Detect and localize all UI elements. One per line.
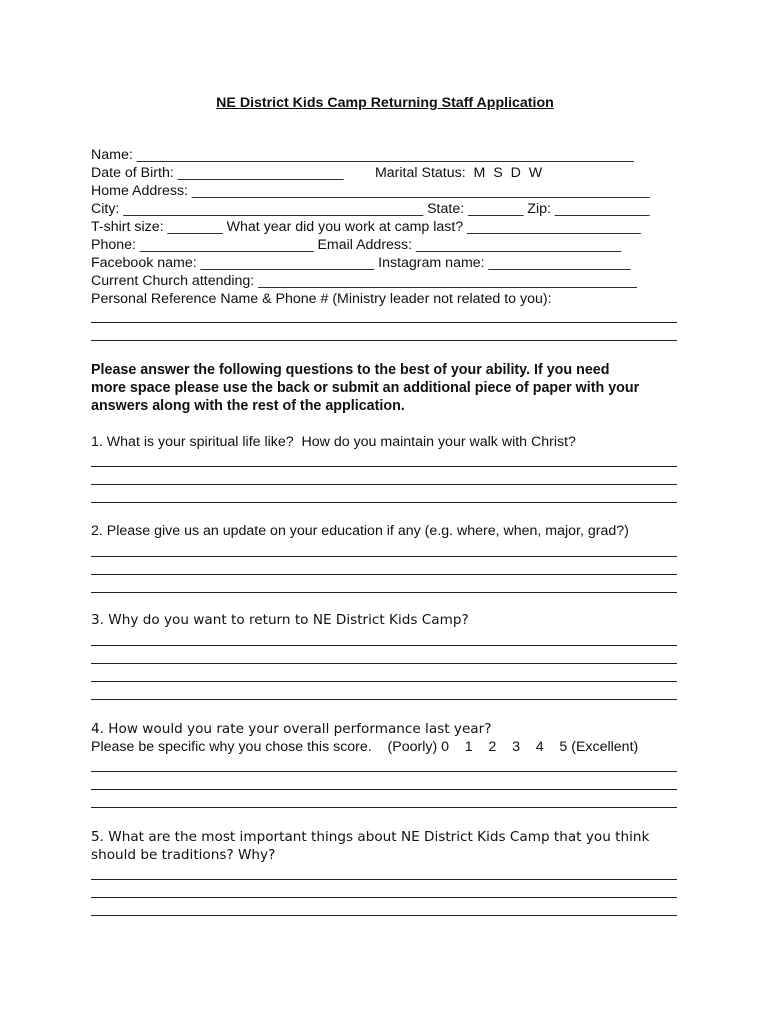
- question-3: 3. Why do you want to return to NE District Kids Camp?: [91, 612, 469, 628]
- answer-line[interactable]: [91, 915, 677, 916]
- answer-line[interactable]: [91, 556, 677, 557]
- answer-line[interactable]: [91, 502, 677, 503]
- answer-line[interactable]: [91, 699, 677, 700]
- answer-line[interactable]: [91, 484, 677, 485]
- dob-marital-field[interactable]: Date of Birth: _____________________ Marital Status: M S D W: [91, 165, 543, 181]
- instructions-line: Please answer the following questions to the best of your ability. If you need: [91, 362, 610, 378]
- form-title: NE District Kids Camp Returning Staff Application: [216, 95, 554, 111]
- answer-line[interactable]: [91, 574, 677, 575]
- tshirt-year-field[interactable]: T-shirt size: _______ What year did you work at camp last? ______________________: [91, 219, 641, 235]
- answer-line[interactable]: [91, 681, 677, 682]
- answer-line[interactable]: [91, 771, 677, 772]
- answer-line[interactable]: [91, 807, 677, 808]
- city-state-zip-field[interactable]: City: ______________________________________ State: _______ Zip: ____________: [91, 201, 650, 217]
- answer-line[interactable]: [91, 466, 677, 467]
- instructions-line: answers along with the rest of the application.: [91, 398, 405, 414]
- answer-line[interactable]: [91, 789, 677, 790]
- question-5: 5. What are the most important things about NE District Kids Camp that you think: [91, 829, 650, 845]
- question-4: 4. How would you rate your overall performance last year?: [91, 721, 492, 737]
- home-address-field[interactable]: Home Address: __________________________________________________________: [91, 183, 650, 199]
- facebook-instagram-field[interactable]: Facebook name: ______________________ Instagram name: __________________: [91, 255, 631, 271]
- answer-line[interactable]: [91, 645, 677, 646]
- question-2: 2. Please give us an update on your education if any (e.g. where, when, major, grad?): [91, 523, 629, 539]
- instructions-line: more space please use the back or submit an additional piece of paper with your: [91, 380, 640, 396]
- answer-line[interactable]: [91, 322, 677, 323]
- reference-label: Personal Reference Name & Phone # (Ministry leader not related to you):: [91, 291, 552, 307]
- church-field[interactable]: Current Church attending: ________________________________________________: [91, 273, 637, 289]
- question-4-rating-scale[interactable]: Please be specific why you chose this score. (Poorly) 0 1 2 3 4 5 (Excellent): [91, 739, 639, 755]
- question-1: 1. What is your spiritual life like? How do you maintain your walk with Christ?: [91, 434, 576, 450]
- answer-line[interactable]: [91, 879, 677, 880]
- answer-line[interactable]: [91, 340, 677, 341]
- name-field[interactable]: Name: _______________________________________________________________: [91, 147, 634, 163]
- answer-line[interactable]: [91, 592, 677, 593]
- phone-email-field[interactable]: Phone: ______________________ Email Address: __________________________: [91, 237, 622, 253]
- answer-line[interactable]: [91, 663, 677, 664]
- answer-line[interactable]: [91, 897, 677, 898]
- question-5-continued: should be traditions? Why?: [91, 847, 276, 863]
